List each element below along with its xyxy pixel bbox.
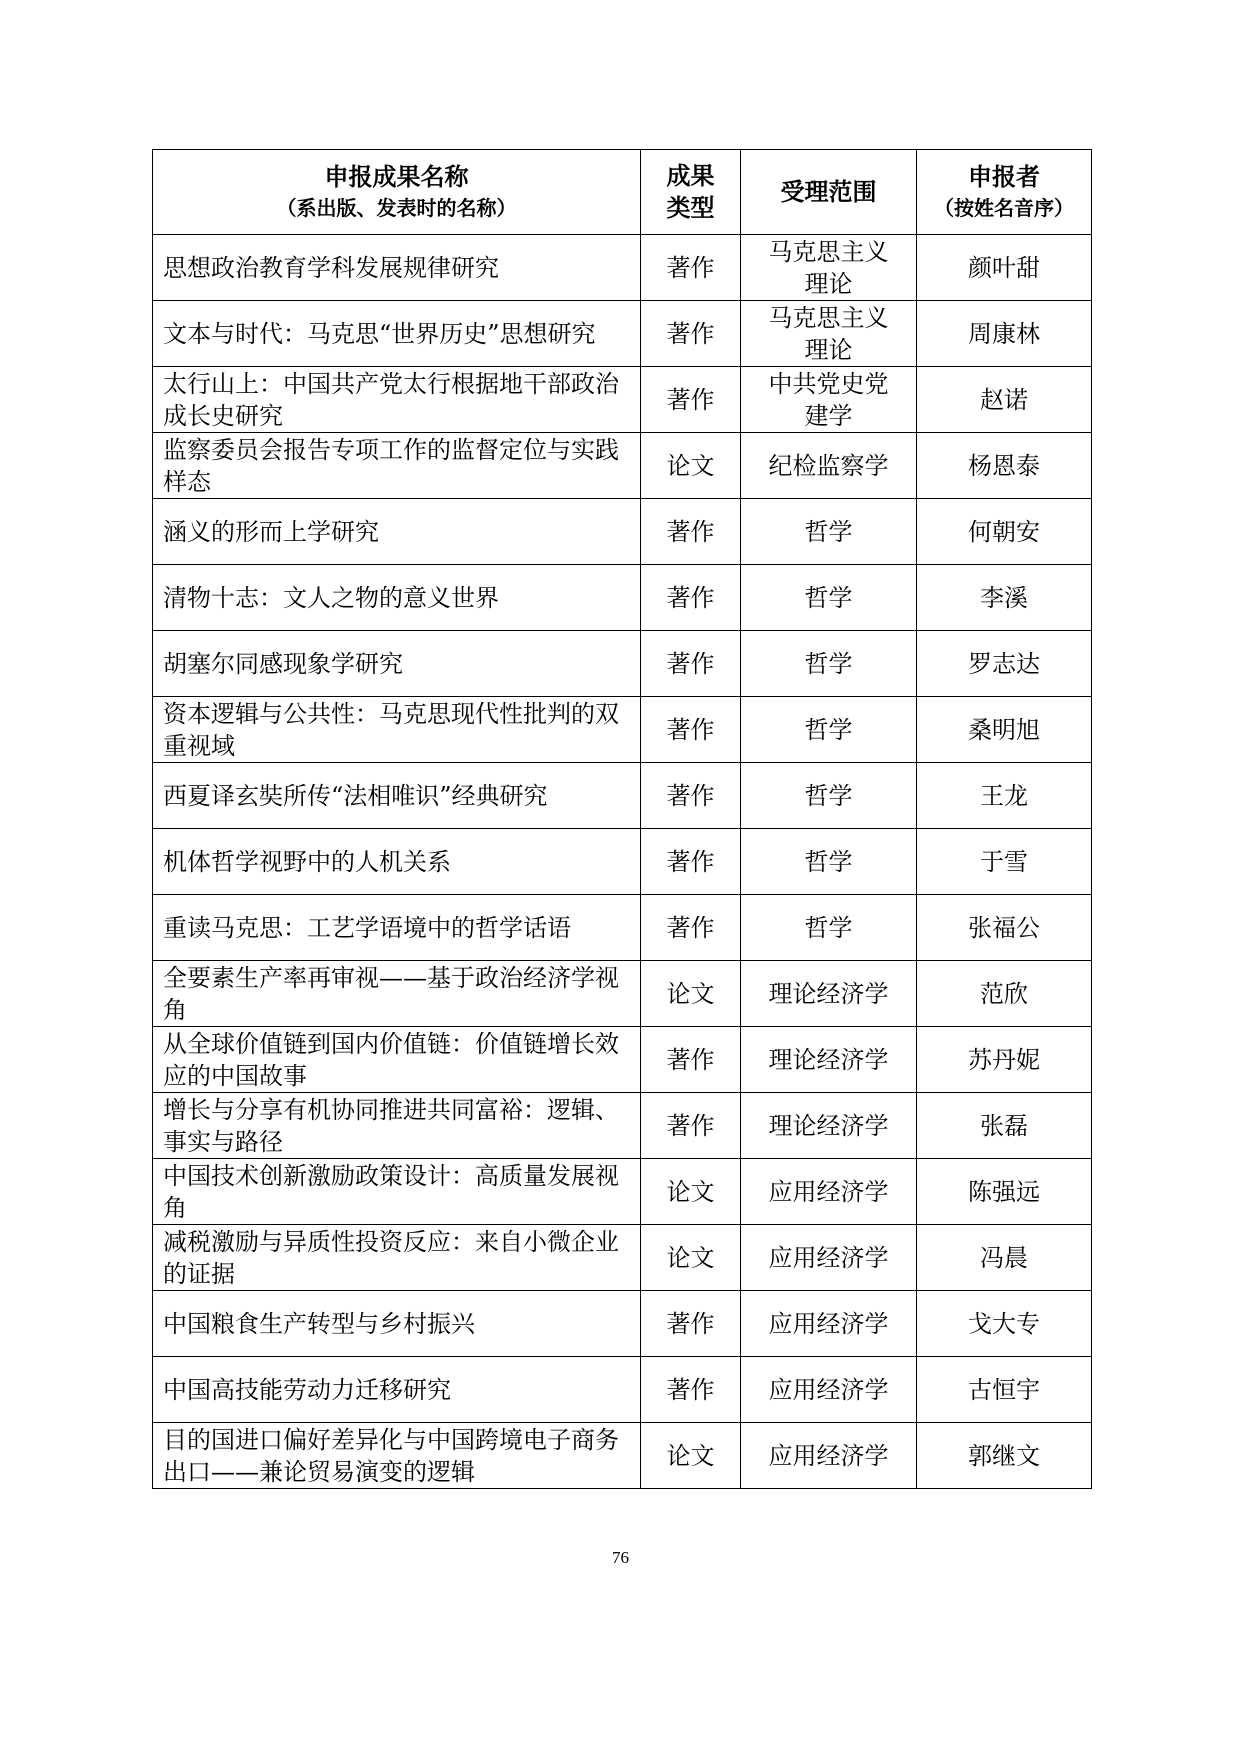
results-table: [152, 149, 1092, 1489]
table-row: [153, 829, 1092, 895]
cell-scope: 应用经济学: [741, 1159, 917, 1225]
table-row: [153, 367, 1092, 433]
table-row: [153, 235, 1092, 301]
cell-scope: 哲学: [741, 763, 917, 829]
table-row: [153, 301, 1092, 367]
cell-title: 涵义的形而上学研究: [153, 499, 641, 565]
cell-author: 于雪: [917, 829, 1092, 895]
cell-scope: 哲学: [741, 565, 917, 631]
cell-author: 陈强远: [917, 1159, 1092, 1225]
cell-author: 杨恩泰: [917, 433, 1092, 499]
cell-title: 全要素生产率再审视——基于政治经济学视角: [153, 961, 641, 1027]
table-row: [153, 1423, 1092, 1489]
cell-author: 范欣: [917, 961, 1092, 1027]
cell-title: 思想政治教育学科发展规律研究: [153, 235, 641, 301]
cell-type: 著作: [641, 1291, 741, 1357]
cell-title: 目的国进口偏好差异化与中国跨境电子商务出口——兼论贸易演变的逻辑: [153, 1423, 641, 1489]
cell-type: 著作: [641, 895, 741, 961]
cell-author: 郭继文: [917, 1423, 1092, 1489]
cell-author: 李溪: [917, 565, 1092, 631]
cell-author: 颜叶甜: [917, 235, 1092, 301]
header-author-sub: （按姓名音序）: [934, 196, 1074, 220]
cell-title: 机体哲学视野中的人机关系: [153, 829, 641, 895]
cell-author: 古恒宇: [917, 1357, 1092, 1423]
table-row: [153, 499, 1092, 565]
cell-type: 著作: [641, 565, 741, 631]
table-row: [153, 1159, 1092, 1225]
cell-type: 论文: [641, 1225, 741, 1291]
cell-scope: 哲学: [741, 895, 917, 961]
cell-scope: 马克思主义理论: [741, 235, 917, 301]
results-table-container: [152, 149, 1091, 1489]
table-row: [153, 895, 1092, 961]
header-title: [153, 150, 641, 235]
cell-title: 太行山上：中国共产党太行根据地干部政治成长史研究: [153, 367, 641, 433]
cell-type: 著作: [641, 829, 741, 895]
cell-type: 著作: [641, 235, 741, 301]
table-row: [153, 565, 1092, 631]
cell-scope: 应用经济学: [741, 1291, 917, 1357]
cell-type: 著作: [641, 1093, 741, 1159]
cell-author: 何朝安: [917, 499, 1092, 565]
cell-scope: 理论经济学: [741, 1093, 917, 1159]
cell-scope: 应用经济学: [741, 1225, 917, 1291]
table-row: [153, 697, 1092, 763]
cell-title: 监察委员会报告专项工作的监督定位与实践样态: [153, 433, 641, 499]
cell-author: 罗志达: [917, 631, 1092, 697]
cell-author: 戈大专: [917, 1291, 1092, 1357]
header-type-line2: 类型: [666, 193, 715, 222]
table-row: [153, 631, 1092, 697]
cell-title: 从全球价值链到国内价值链：价值链增长效应的中国故事: [153, 1027, 641, 1093]
cell-title: 清物十志：文人之物的意义世界: [153, 565, 641, 631]
cell-title: 西夏译玄奘所传“法相唯识”经典研究: [153, 763, 641, 829]
cell-type: 著作: [641, 301, 741, 367]
cell-author: 王龙: [917, 763, 1092, 829]
cell-title: 重读马克思：工艺学语境中的哲学话语: [153, 895, 641, 961]
cell-type: 著作: [641, 1357, 741, 1423]
cell-scope: 应用经济学: [741, 1357, 917, 1423]
cell-type: 著作: [641, 697, 741, 763]
cell-scope: 理论经济学: [741, 961, 917, 1027]
cell-title: 中国粮食生产转型与乡村振兴: [153, 1291, 641, 1357]
cell-scope: 哲学: [741, 697, 917, 763]
cell-scope: 哲学: [741, 631, 917, 697]
cell-scope: 中共党史党建学: [741, 367, 917, 433]
cell-type: 著作: [641, 367, 741, 433]
header-title-main: 申报成果名称: [324, 162, 469, 191]
cell-scope: 马克思主义理论: [741, 301, 917, 367]
cell-type: 著作: [641, 631, 741, 697]
cell-type: 论文: [641, 1159, 741, 1225]
header-type-line1: 成果: [666, 161, 715, 190]
cell-title: 文本与时代：马克思“世界历史”思想研究: [153, 301, 641, 367]
cell-type: 著作: [641, 763, 741, 829]
cell-author: 赵诺: [917, 367, 1092, 433]
table-row: [153, 1357, 1092, 1423]
cell-scope: 哲学: [741, 829, 917, 895]
table-row: [153, 1225, 1092, 1291]
cell-author: 张福公: [917, 895, 1092, 961]
cell-scope: 应用经济学: [741, 1423, 917, 1489]
page-number: 76: [612, 1548, 629, 1567]
cell-type: 著作: [641, 499, 741, 565]
cell-scope: 理论经济学: [741, 1027, 917, 1093]
cell-title: 资本逻辑与公共性：马克思现代性批判的双重视域: [153, 697, 641, 763]
header-type: [641, 150, 741, 235]
cell-author: 桑明旭: [917, 697, 1092, 763]
header-scope: [741, 150, 917, 235]
header-author: [917, 150, 1092, 235]
cell-type: 论文: [641, 433, 741, 499]
table-row: [153, 1291, 1092, 1357]
header-author-main: 申报者: [968, 162, 1040, 191]
cell-title: 胡塞尔同感现象学研究: [153, 631, 641, 697]
cell-author: 周康林: [917, 301, 1092, 367]
cell-author: 张磊: [917, 1093, 1092, 1159]
cell-title: 中国高技能劳动力迁移研究: [153, 1357, 641, 1423]
header-scope-main: 受理范围: [780, 177, 877, 206]
table-row: [153, 1093, 1092, 1159]
table-body: [153, 235, 1092, 1489]
header-title-sub: （系出版、发表时的名称）: [276, 196, 517, 220]
cell-title: 中国技术创新激励政策设计：高质量发展视角: [153, 1159, 641, 1225]
table-header-row: [153, 150, 1092, 235]
table-row: [153, 1027, 1092, 1093]
cell-title: 减税激励与异质性投资反应：来自小微企业的证据: [153, 1225, 641, 1291]
table-row: [153, 763, 1092, 829]
cell-type: 论文: [641, 1423, 741, 1489]
cell-author: 苏丹妮: [917, 1027, 1092, 1093]
cell-type: 著作: [641, 1027, 741, 1093]
table-row: [153, 433, 1092, 499]
cell-title: 增长与分享有机协同推进共同富裕：逻辑、事实与路径: [153, 1093, 641, 1159]
cell-scope: 哲学: [741, 499, 917, 565]
cell-type: 论文: [641, 961, 741, 1027]
cell-scope: 纪检监察学: [741, 433, 917, 499]
cell-author: 冯晨: [917, 1225, 1092, 1291]
table-row: [153, 961, 1092, 1027]
